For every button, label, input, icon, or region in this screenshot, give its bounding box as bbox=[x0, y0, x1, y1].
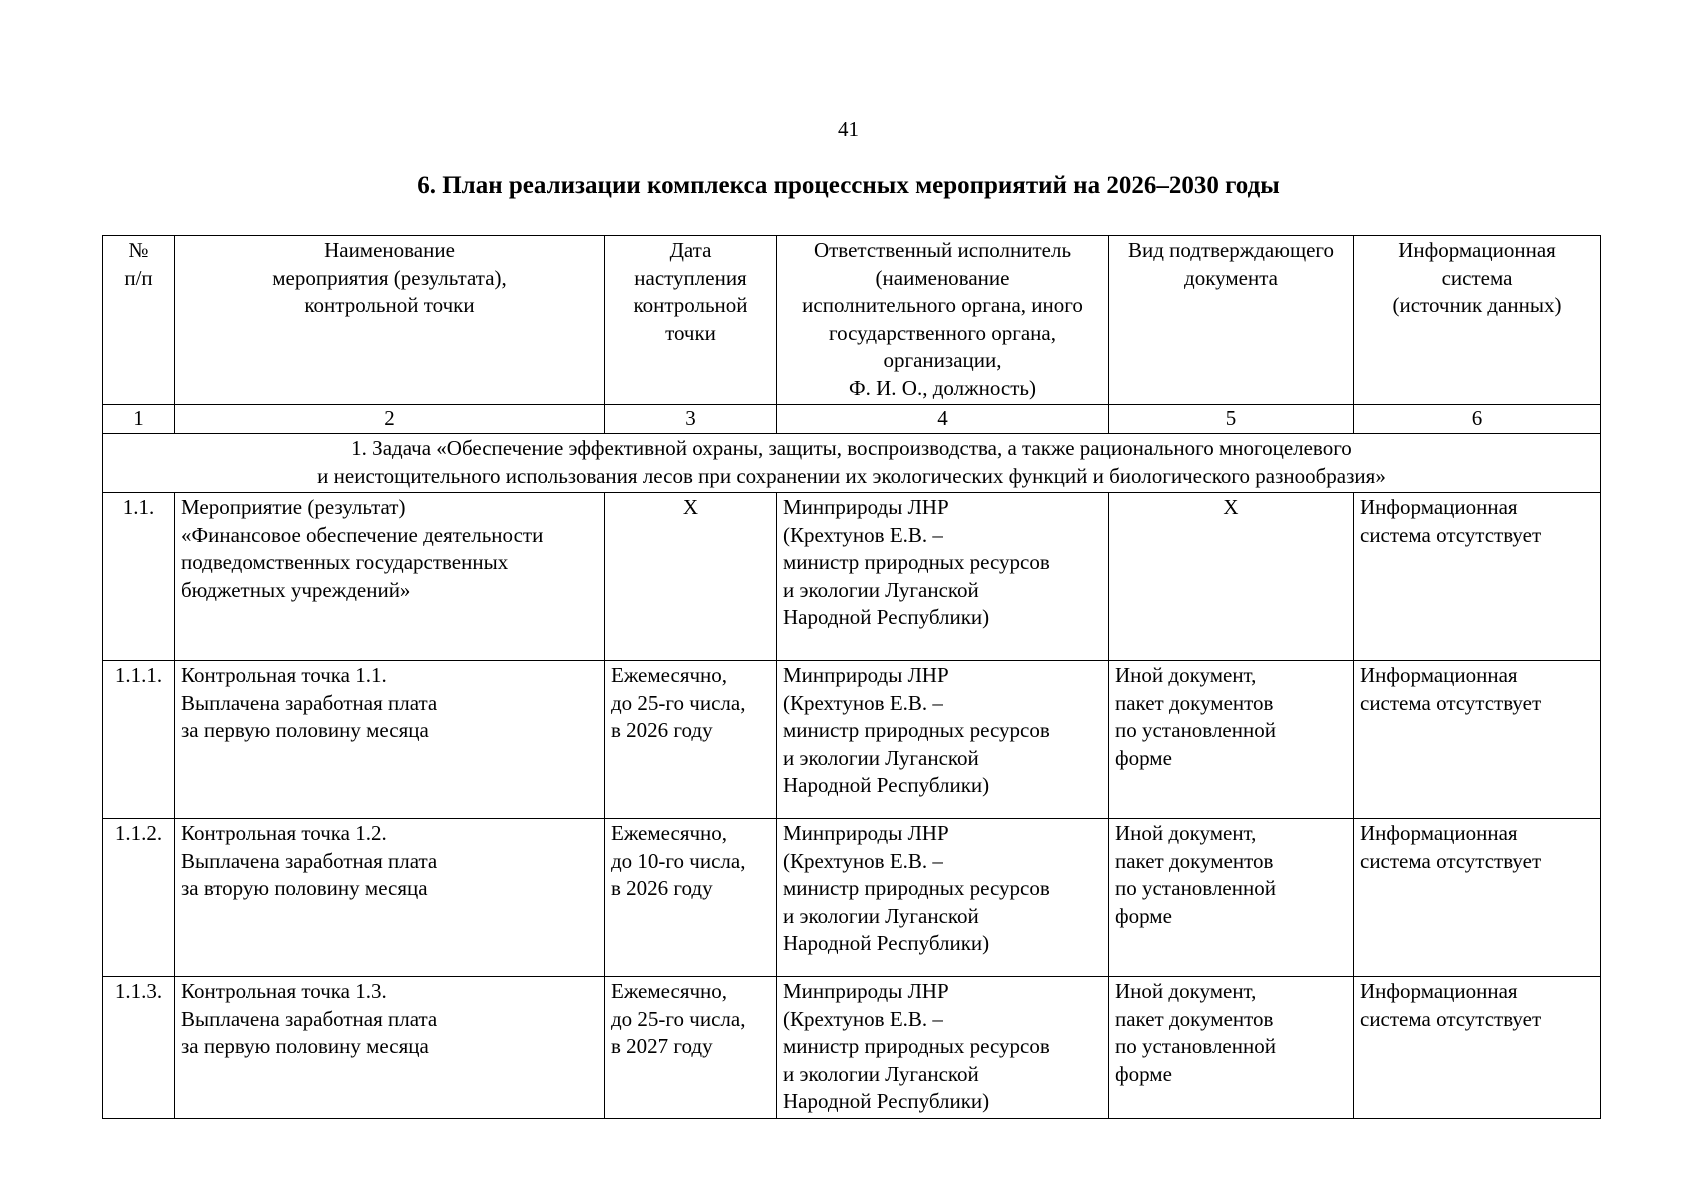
column-number-row bbox=[103, 405, 1601, 434]
header-cell-number: № п/п bbox=[103, 236, 175, 405]
row-date: Ежемесячно, до 25-го числа, в 2026 году bbox=[605, 661, 777, 819]
row-number: 1.1.3. bbox=[103, 977, 175, 1119]
row-executor: Минприроды ЛНР (Крехтунов Е.В. – министр природных ресурсов и экологии Луганской Народной Республики) bbox=[777, 977, 1109, 1119]
row-document: X bbox=[1109, 493, 1354, 661]
row-executor: Минприроды ЛНР (Крехтунов Е.В. – министр природных ресурсов и экологии Луганской Народной Республики) bbox=[777, 661, 1109, 819]
header-cell-document: Вид подтверждающего документа bbox=[1109, 236, 1354, 405]
table-row bbox=[103, 977, 1601, 1119]
page-number: 41 bbox=[838, 117, 859, 141]
column-number: 1 bbox=[103, 405, 175, 434]
row-system: Информационная система отсутствует bbox=[1354, 661, 1601, 819]
plan-table bbox=[102, 235, 1601, 1119]
row-number: 1.1.2. bbox=[103, 819, 175, 977]
row-executor: Минприроды ЛНР (Крехтунов Е.В. – министр природных ресурсов и экологии Луганской Народной Республики) bbox=[777, 819, 1109, 977]
column-number: 3 bbox=[605, 405, 777, 434]
row-document: Иной документ, пакет документов по установленной форме bbox=[1109, 819, 1354, 977]
row-document: Иной документ, пакет документов по установленной форме bbox=[1109, 977, 1354, 1119]
row-name: Контрольная точка 1.1. Выплачена заработная плата за первую половину месяца bbox=[175, 661, 605, 819]
row-name: Контрольная точка 1.2. Выплачена заработная плата за вторую половину месяца bbox=[175, 819, 605, 977]
column-number: 6 bbox=[1354, 405, 1601, 434]
table-row bbox=[103, 819, 1601, 977]
row-system: Информационная система отсутствует bbox=[1354, 493, 1601, 661]
column-number: 5 bbox=[1109, 405, 1354, 434]
row-date: Ежемесячно, до 25-го числа, в 2027 году bbox=[605, 977, 777, 1119]
task-cell: 1. Задача «Обеспечение эффективной охраны, защиты, воспроизводства, а также рационального многоцелевого и неистощительного использования лесов при сохранении их экологических функций и биологического разнообразия» bbox=[103, 434, 1601, 493]
row-name: Мероприятие (результат) «Финансовое обеспечение деятельности подведомственных государственных бюджетных учреждений» bbox=[175, 493, 605, 661]
column-number: 2 bbox=[175, 405, 605, 434]
row-date: X bbox=[605, 493, 777, 661]
task-row bbox=[103, 434, 1601, 493]
row-system: Информационная система отсутствует bbox=[1354, 819, 1601, 977]
row-document: Иной документ, пакет документов по установленной форме bbox=[1109, 661, 1354, 819]
header-cell-system: Информационная система (источник данных) bbox=[1354, 236, 1601, 405]
row-number: 1.1.1. bbox=[103, 661, 175, 819]
column-number: 4 bbox=[777, 405, 1109, 434]
document-title: 6. План реализации комплекса процессных мероприятий на 2026–2030 годы bbox=[417, 172, 1280, 199]
table-row bbox=[103, 661, 1601, 819]
header-cell-date: Дата наступления контрольной точки bbox=[605, 236, 777, 405]
row-date: Ежемесячно, до 10-го числа, в 2026 году bbox=[605, 819, 777, 977]
row-number: 1.1. bbox=[103, 493, 175, 661]
row-executor: Минприроды ЛНР (Крехтунов Е.В. – министр природных ресурсов и экологии Луганской Народной Республики) bbox=[777, 493, 1109, 661]
table-row bbox=[103, 493, 1601, 661]
header-cell-name: Наименование мероприятия (результата), контрольной точки bbox=[175, 236, 605, 405]
header-row bbox=[103, 236, 1601, 405]
row-system: Информационная система отсутствует bbox=[1354, 977, 1601, 1119]
row-name: Контрольная точка 1.3. Выплачена заработная плата за первую половину месяца bbox=[175, 977, 605, 1119]
header-cell-executor: Ответственный исполнитель (наименование исполнительного органа, иного государственного органа, организации, Ф. И. О., должность) bbox=[777, 236, 1109, 405]
